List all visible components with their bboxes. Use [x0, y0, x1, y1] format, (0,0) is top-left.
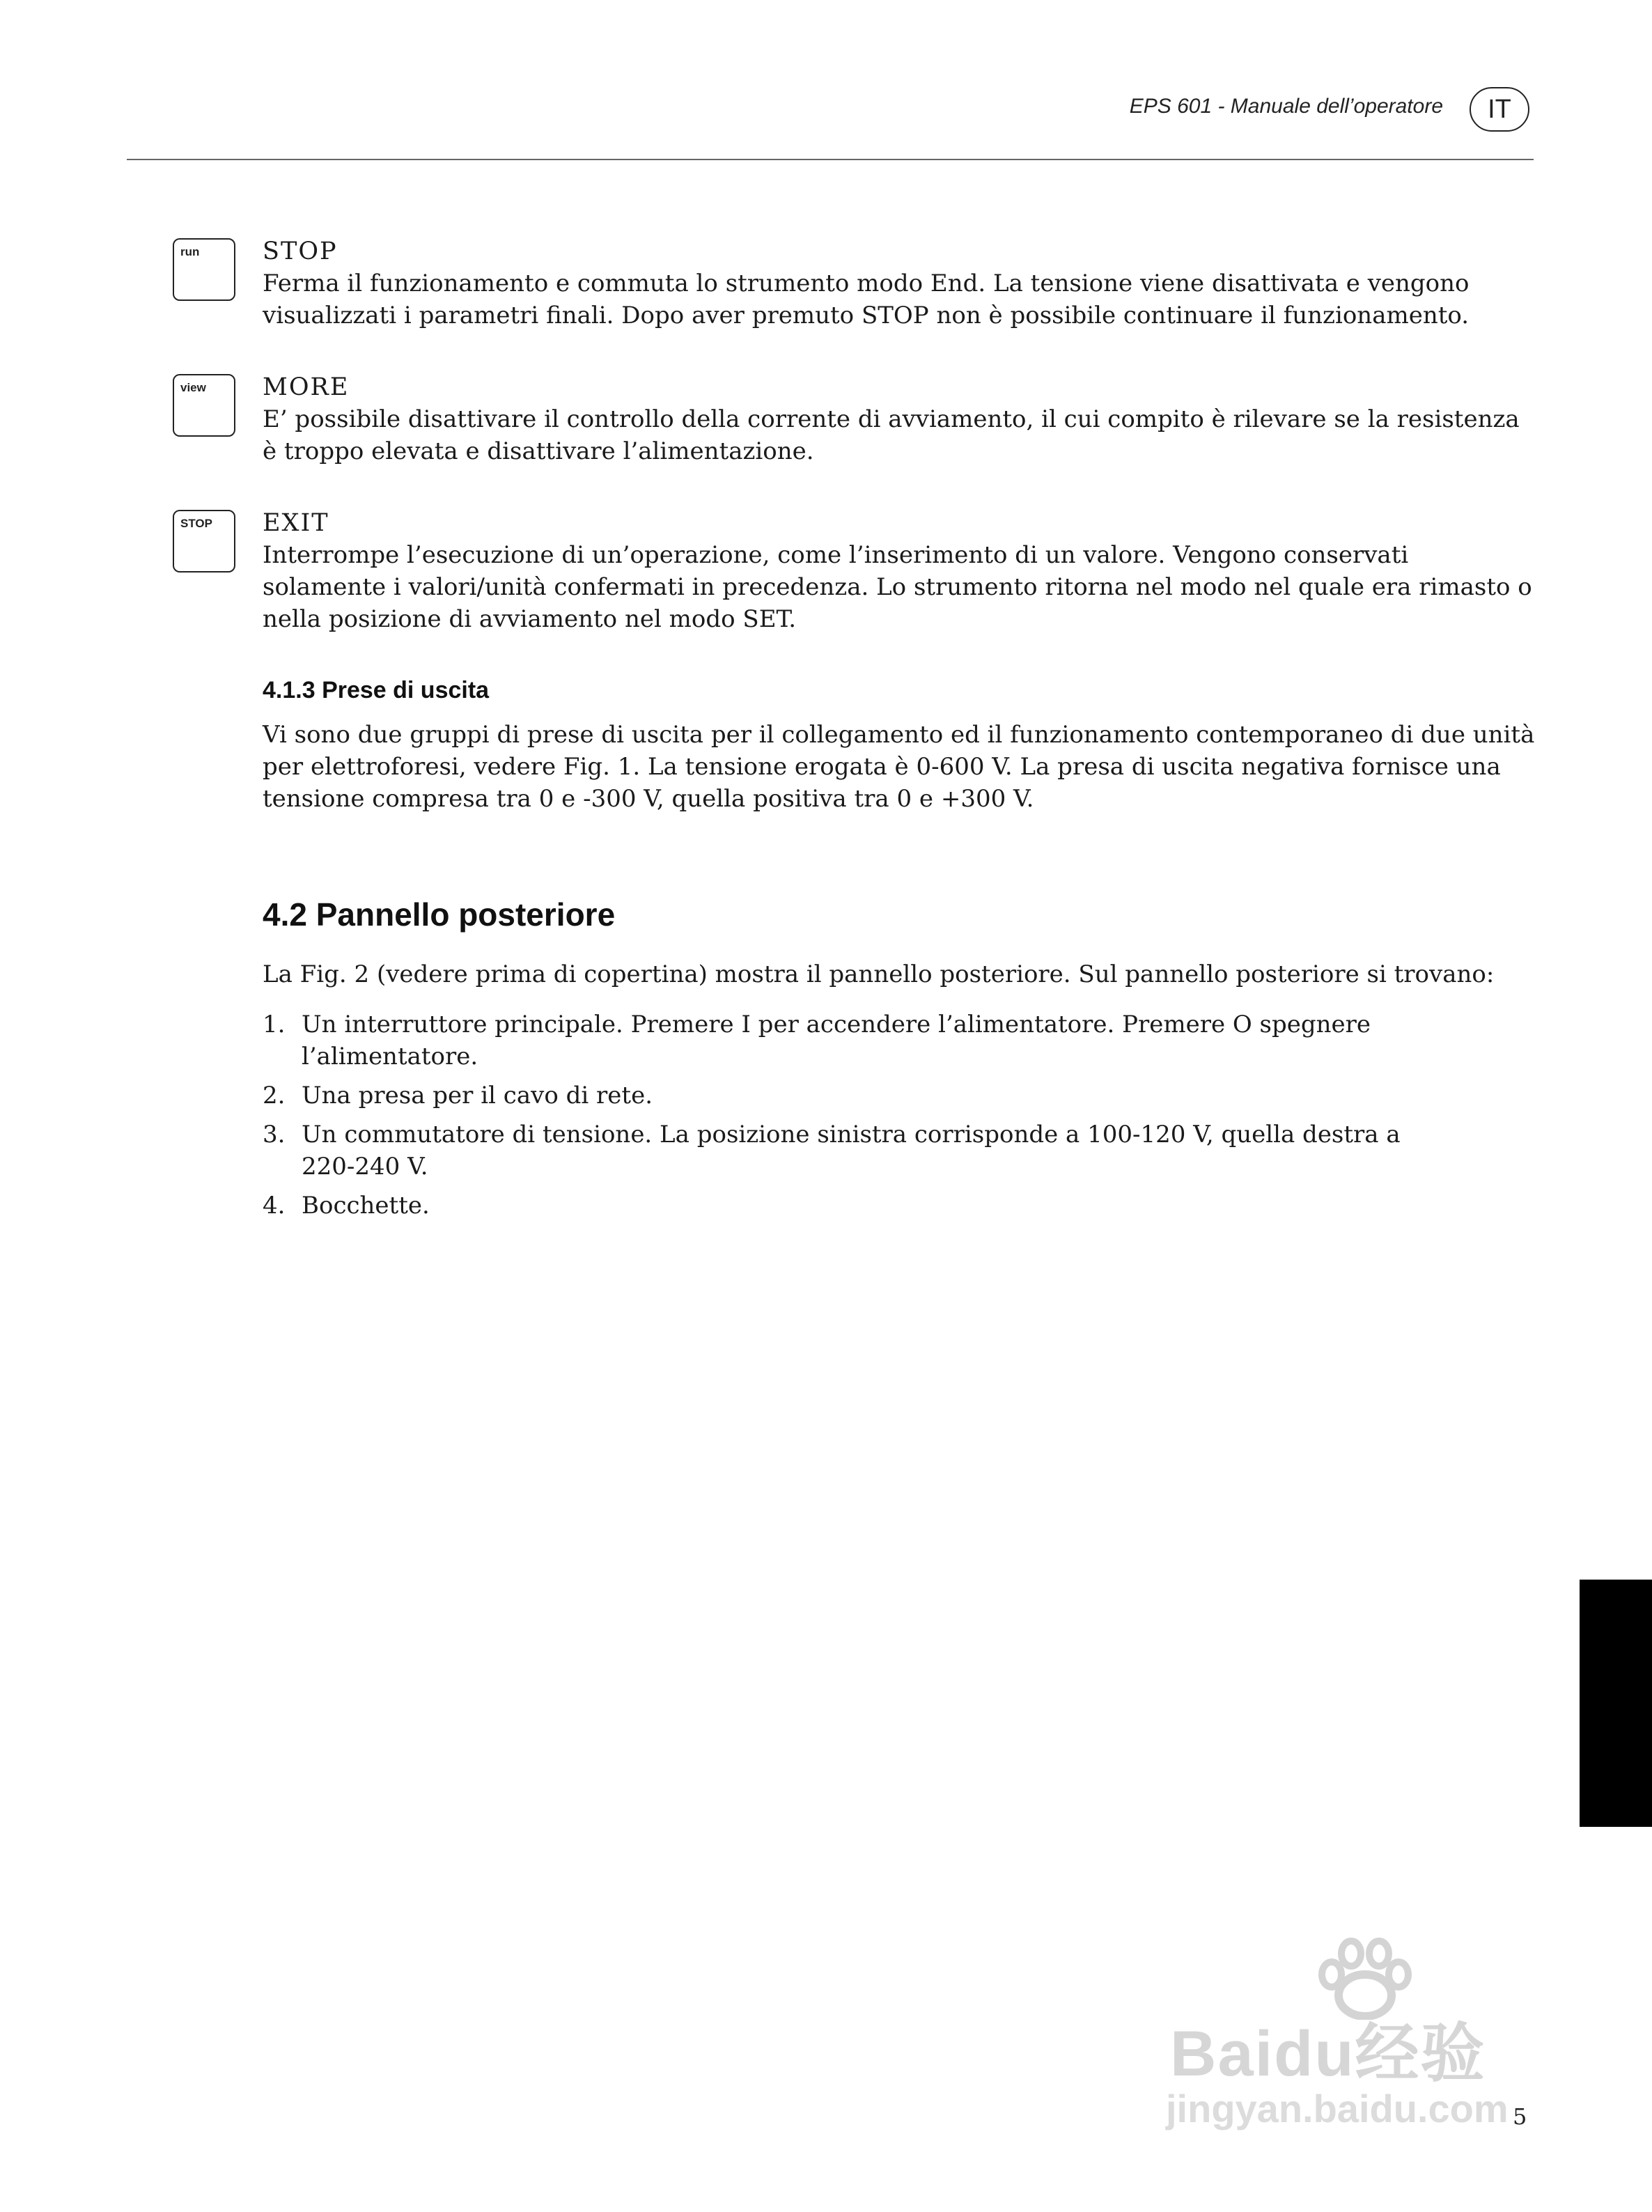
language-badge: IT [1470, 87, 1529, 132]
key-description-stop [263, 235, 1537, 332]
list-item [263, 1119, 1537, 1183]
section-413-body: Vi sono due gruppi di prese di uscita per il collegamento ed il funzionamento contemporaneo di due unità per elettroforesi, vedere Fig. 1. La tensione erogata è 0-600 V. La presa di uscita negativa fornisce una tensione compresa tra 0 e -300 V, quella positiva tra 0 e +300 V. [263, 721, 1535, 813]
list-item [263, 1008, 1537, 1073]
list-item-number: 1. [263, 1011, 286, 1038]
header-divider [127, 159, 1534, 160]
stop-key-label: STOP [180, 517, 212, 530]
view-key-icon [173, 374, 235, 437]
key-term: STOP [263, 237, 338, 265]
watermark-brand: Baidu经验 [1170, 2018, 1486, 2089]
watermark-url: jingyan.baidu.com [1166, 2087, 1509, 2131]
list-item-number: 3. [263, 1121, 286, 1148]
page-number: 5 [1513, 2103, 1527, 2130]
key-description-text: Interrompe l’esecuzione di un’operazione, come l’inserimento di un valore. Vengono conservati solamente i valori/unità confermati in precedenza. Lo strumento ritorna nel modo nel quale era rimasto o nella posizione di avviamento nel modo SET. [263, 541, 1532, 633]
baidu-watermark [1156, 1936, 1560, 2145]
list-item-text: Bocchette. [302, 1192, 430, 1220]
section-413-heading: 4.1.3 Prese di uscita [263, 677, 490, 703]
section-42-heading: 4.2 Pannello posteriore [263, 896, 616, 933]
key-term: MORE [263, 373, 350, 401]
list-item [263, 1190, 1537, 1222]
run-key-icon [173, 238, 235, 301]
key-description-text: Ferma il funzionamento e commuta lo strumento modo End. La tensione viene disattivata e vengono visualizzati i parametri finali. Dopo aver premuto STOP non è possibile continuare il funzionamento. [263, 270, 1470, 329]
key-description-more [263, 371, 1537, 467]
key-description-exit [263, 507, 1537, 635]
rear-panel-list [263, 1008, 1537, 1229]
key-term: EXIT [263, 509, 329, 537]
paw-icon [1295, 1936, 1435, 2020]
view-key-label: view [180, 381, 206, 394]
key-description-text: E’ possibile disattivare il controllo della corrente di avviamento, il cui compito è rilevare se la resistenza è troppo elevata e disattivare l’alimentazione. [263, 405, 1520, 465]
list-item-number: 4. [263, 1192, 286, 1220]
list-item-text: Un interruttore principale. Premere I per accendere l’alimentatore. Premere O spegnere l’alimentatore. [302, 1011, 1371, 1070]
document-header-title: EPS 601 - Manuale dell’operatore [1129, 95, 1443, 118]
run-key-label: run [180, 245, 200, 258]
stop-key-icon [173, 510, 235, 573]
list-item [263, 1080, 1537, 1112]
list-item-number: 2. [263, 1082, 286, 1109]
list-item-text: Una presa per il cavo di rete. [302, 1082, 653, 1109]
section-thumb-tab [1580, 1580, 1652, 1827]
list-item-text: Un commutatore di tensione. La posizione sinistra corrisponde a 100-120 V, quella destra a 220-240 V. [302, 1121, 1401, 1181]
section-42-intro: La Fig. 2 (vedere prima di copertina) mostra il pannello posteriore. Sul pannello posteriore si trovano: [263, 960, 1495, 988]
